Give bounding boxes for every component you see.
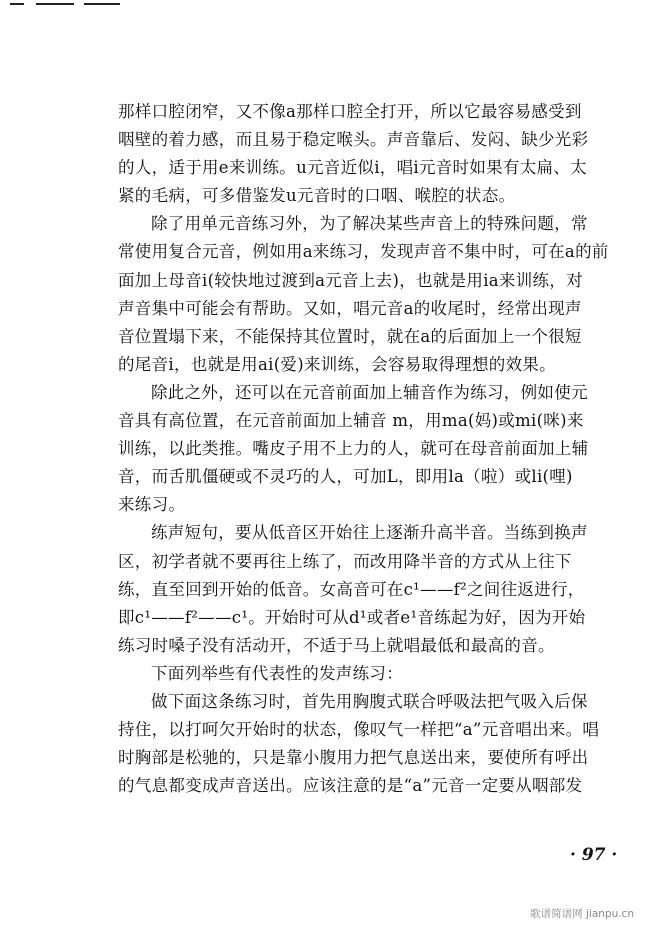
text-line: 持住，以打呵欠开始时的状态，像叹气一样把“a”元音唱出来。唱	[118, 720, 600, 740]
text-line: 除此之外，还可以在元音前面加上辅音作为练习，例如使元	[151, 382, 588, 402]
text-line: 的尾音i，也就是用ai(爱)来训练，会容易取得理想的效果。	[118, 354, 556, 374]
scan-mark	[10, 3, 24, 5]
text-line: 的气息都变成声音送出。应该注意的是“a”元音一定要从咽部发	[118, 776, 583, 796]
page-body	[118, 98, 630, 800]
text-line: 区，初学者就不要再往上练了，而改用降半音的方式从上往下	[118, 551, 572, 571]
text-line: 来练习。	[118, 495, 186, 515]
scan-mark	[36, 3, 74, 5]
text-line: 那样口腔闭窄，又不像a那样口腔全打开，所以它最容易感受到	[118, 102, 582, 121]
text-line: 声音集中可能会有帮助。又如，唱元音a的收尾时，经常出现声	[118, 298, 582, 318]
text-line: 常使用复合元音，例如用a来练习，发现声音不集中时，可在a的前	[118, 242, 609, 262]
text-line: 的人，适于用e来训练。u元音近似i，唱i元音时如果有太扁、太	[118, 158, 587, 178]
text-line: 下面列举些有代表性的发声练习：	[151, 663, 403, 683]
text-line: 练习时嗓子没有活动开，不适于马上就唱最低和最高的音。	[118, 635, 555, 655]
text-line: 练声短句，要从低音区开始往上逐渐升高半音。当练到换声	[151, 523, 588, 543]
scan-mark	[84, 3, 120, 5]
text-line: 音，而舌肌僵硬或不灵巧的人，可加L，即用la（啦）或li(哩)	[118, 467, 573, 487]
text-line: 做下面这条练习时，首先用胸腹式联合呼吸法把气吸入后保	[151, 691, 588, 711]
text-line: 除了用单元音练习外，为了解决某些声音上的特殊问题，常	[151, 214, 588, 234]
text-line: 音具有高位置，在元音前面加上辅音 m，用ma(妈)或mi(咪)来	[118, 411, 584, 431]
watermark: 歌谱简谱网 jianpu.cn	[530, 908, 634, 920]
text-line: 练，直至回到开始的低音。女高音可在c¹——f²之间往返进行，	[118, 579, 585, 599]
text-line: 训练，以此类推。嘴皮子用不上力的人，就可在母音前面加上辅	[118, 439, 589, 459]
page-number: · 97 ·	[570, 845, 618, 865]
text-line: 紧的毛病，可多借鉴发u元音时的口咽、喉腔的状态。	[118, 186, 516, 206]
text-line: 音位置塌下来，不能保持其位置时，就在a的后面加上一个很短	[118, 326, 582, 346]
text-line: 咽壁的着力感，而且易于稳定喉头。声音靠后、发闷、缺少光彩	[118, 130, 589, 150]
text-line: 时胸部是松驰的，只是靠小腹用力把气息送出来，要使所有呼出	[118, 748, 589, 768]
text-line: 即c¹——f²——c¹。开始时可从d¹或者e¹音练起为好，因为开始	[118, 607, 586, 627]
text-line: 面加上母音i(较快地过渡到a元音上去)，也就是用ia来训练，对	[118, 270, 583, 290]
